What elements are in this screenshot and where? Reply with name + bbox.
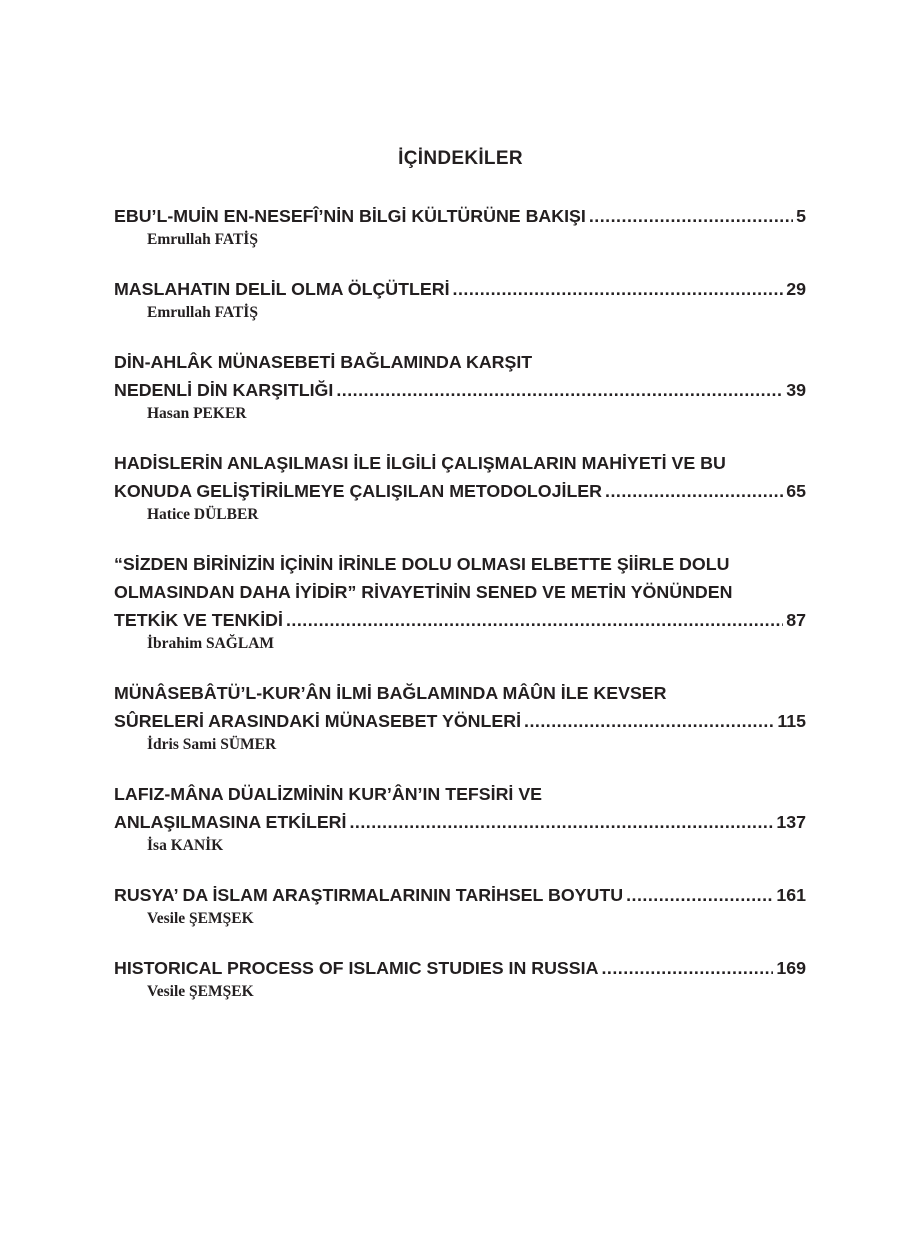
table-of-contents bbox=[114, 202, 806, 1002]
toc-entry-author: Vesile ŞEMŞEK bbox=[147, 910, 254, 927]
dot-leader bbox=[286, 606, 783, 634]
toc-entry-title bbox=[114, 881, 806, 909]
toc-entry-author: İdris Sami SÜMER bbox=[147, 736, 277, 753]
toc-entry-author: Emrullah FATİŞ bbox=[147, 231, 258, 248]
toc-entry-title bbox=[114, 202, 806, 230]
toc-entry-title-line: OLMASINDAN DAHA İYİDİR” RİVAYETİNİN SENED VE METİN YÖNÜNDEN bbox=[114, 582, 733, 602]
toc-entry-title bbox=[114, 606, 806, 634]
dot-leader bbox=[601, 954, 773, 982]
toc-entry-title-line: HISTORICAL PROCESS OF ISLAMIC STUDIES IN RUSSIA bbox=[114, 958, 599, 978]
toc-entry-author: Hatice DÜLBER bbox=[147, 506, 259, 523]
toc-entry bbox=[114, 881, 806, 929]
toc-entry-page-number: 5 bbox=[796, 206, 806, 226]
toc-entry-page-number: 29 bbox=[786, 279, 806, 299]
toc-entry-page-number: 137 bbox=[776, 812, 806, 832]
dot-leader bbox=[336, 376, 783, 404]
toc-entry-title-line: “SİZDEN BİRİNİZİN İÇİNİN İRİNLE DOLU OLMASI ELBETTE ŞİİRLE DOLU bbox=[114, 554, 730, 574]
toc-entry-title-line: DİN-AHLÂK MÜNASEBETİ BAĞLAMINDA KARŞIT bbox=[114, 352, 533, 372]
toc-entry-title-line: TETKİK VE TENKİDİ bbox=[114, 610, 283, 630]
dot-leader bbox=[626, 881, 773, 909]
toc-entry-author: İsa KANİK bbox=[147, 837, 224, 854]
toc-entry bbox=[114, 679, 806, 755]
dot-leader bbox=[605, 477, 783, 505]
toc-entry-title-line: NEDENLİ DİN KARŞITLIĞI bbox=[114, 380, 334, 400]
toc-entry-title bbox=[114, 275, 806, 303]
toc-entry-author: İbrahim SAĞLAM bbox=[147, 635, 275, 652]
toc-entry bbox=[114, 202, 806, 250]
toc-entry-title-line: MÜNÂSEBÂTÜ’L-KUR’ÂN İLMİ BAĞLAMINDA MÂÛN İLE KEVSER bbox=[114, 683, 667, 703]
toc-entry-title bbox=[114, 808, 806, 836]
toc-entry bbox=[114, 780, 806, 856]
toc-entry-title-line: RUSYA’ DA İSLAM ARAŞTIRMALARININ TARİHSEL BOYUTU bbox=[114, 885, 624, 905]
toc-entry-title-line: KONUDA GELİŞTİRİLMEYE ÇALIŞILAN METODOLOJİLER bbox=[114, 481, 603, 501]
toc-entry-title bbox=[114, 477, 806, 505]
toc-entry-author: Hasan PEKER bbox=[147, 405, 247, 422]
toc-heading: İÇİNDEKİLER bbox=[398, 148, 523, 169]
toc-entry-page-number: 115 bbox=[777, 711, 806, 731]
dot-leader bbox=[589, 202, 793, 230]
toc-entry-title-line: SÛRELERİ ARASINDAKİ MÜNASEBET YÖNLERİ bbox=[114, 711, 522, 731]
toc-entry bbox=[114, 550, 806, 654]
toc-entry-page-number: 169 bbox=[776, 958, 806, 978]
toc-entry-title bbox=[114, 954, 806, 982]
toc-entry-title-line: EBU’L-MUİN EN-NESEFÎ’NİN BİLGİ KÜLTÜRÜNE BAKIŞI bbox=[114, 206, 586, 226]
toc-entry bbox=[114, 275, 806, 323]
dot-leader bbox=[453, 275, 784, 303]
toc-entry bbox=[114, 449, 806, 525]
toc-entry-title bbox=[114, 707, 806, 735]
toc-entry-author: Emrullah FATİŞ bbox=[147, 304, 258, 321]
toc-entry-author: Vesile ŞEMŞEK bbox=[147, 983, 254, 1000]
toc-entry bbox=[114, 348, 806, 424]
toc-entry-title-line: ANLAŞILMASINA ETKİLERİ bbox=[114, 812, 347, 832]
toc-entry bbox=[114, 954, 806, 1002]
toc-entry-page-number: 65 bbox=[786, 481, 806, 501]
dot-leader bbox=[524, 707, 774, 735]
toc-entry-title bbox=[114, 376, 806, 404]
toc-entry-page-number: 87 bbox=[786, 610, 806, 630]
toc-entry-title-line: HADİSLERİN ANLAŞILMASI İLE İLGİLİ ÇALIŞMALARIN MAHİYETİ VE BU bbox=[114, 453, 726, 473]
toc-entry-title-line: MASLAHATIN DELİL OLMA ÖLÇÜTLERİ bbox=[114, 279, 450, 299]
toc-entry-title-line: LAFIZ-MÂNA DÜALİZMİNİN KUR’ÂN’IN TEFSİRİ VE bbox=[114, 784, 543, 804]
toc-entry-page-number: 39 bbox=[786, 380, 806, 400]
dot-leader bbox=[349, 808, 773, 836]
toc-entry-page-number: 161 bbox=[776, 885, 806, 905]
